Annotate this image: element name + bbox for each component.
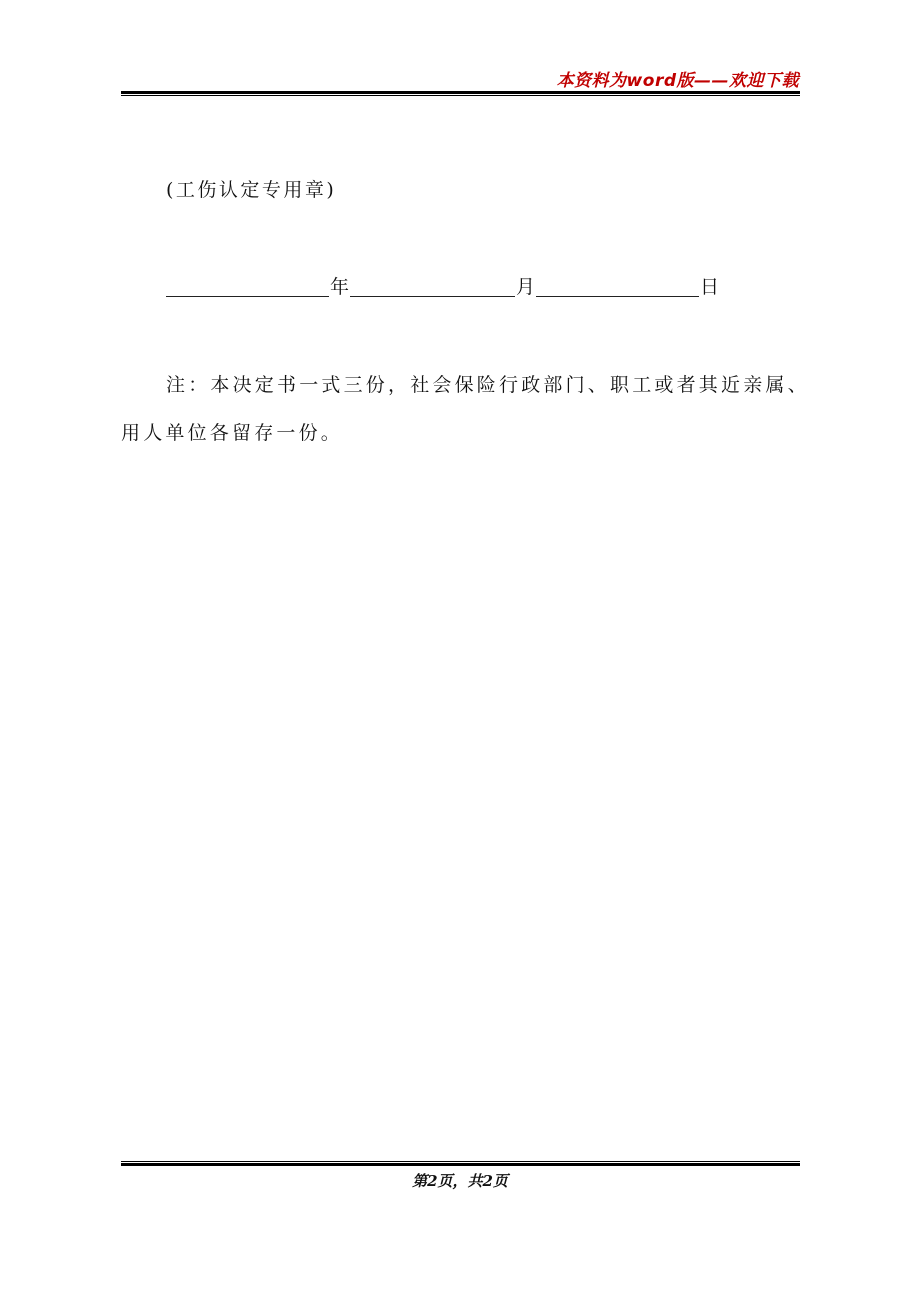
month-label: 月 [516,276,536,298]
header-text: 本资料为word版——欢迎下载 [556,71,799,91]
date-line [166,272,720,299]
day-label: 日 [700,276,720,298]
footer-rule [121,1161,800,1167]
page-number: 第2页，共2页 [412,1172,508,1190]
day-blank [536,276,699,297]
footer-rule-thin [121,1161,800,1162]
note-line-1: 注：本决定书一式三份，社会保险行政部门、职工或者其近亲属、 [166,374,810,396]
month-blank [350,276,515,297]
seal-label: (工伤认定专用章) [166,179,337,201]
note-line-2: 用人单位各留存一份。 [121,422,344,444]
header-rule [121,91,800,97]
footer-rule-thick [121,1163,800,1166]
header-rule-thin [121,95,800,96]
header-rule-thick [121,91,800,94]
year-label: 年 [330,276,350,298]
year-blank [166,276,329,297]
